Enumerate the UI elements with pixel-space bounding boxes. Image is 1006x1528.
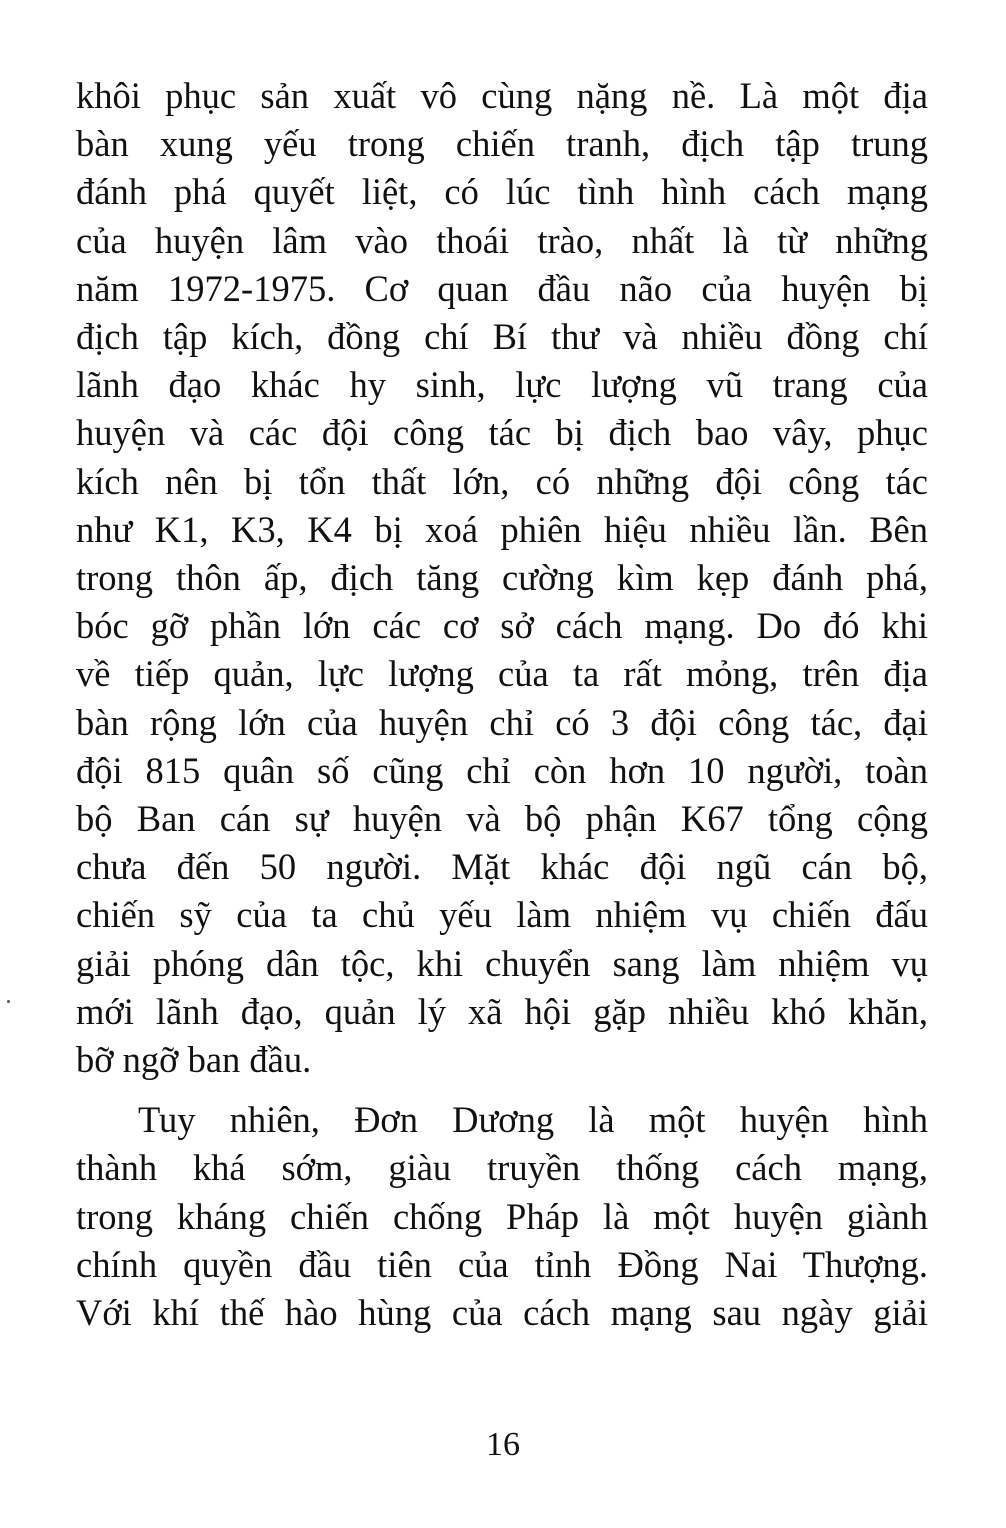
text-line: kích nên bị tổn thất lớn, có những đội công tác [76,460,928,502]
text-line: bộ Ban cán sự huyện và bộ phận K67 tổng cộng [76,798,928,840]
text-line: thành khá sớm, giàu truyền thống cách mạng, [76,1147,928,1189]
text-line: lãnh đạo khác hy sinh, lực lượng vũ trang của [76,364,928,406]
text-line: chiến sỹ của ta chủ yếu làm nhiệm vụ chiến đấu [76,894,928,936]
text-line: chưa đến 50 người. Mặt khác đội ngũ cán bộ, [76,846,928,888]
text-line: huyện và các đội công tác bị địch bao vây, phục [76,412,928,454]
text-line: đội 815 quân số cũng chỉ còn hơn 10 người, toàn [76,749,928,791]
text-line: Tuy nhiên, Đơn Dương là một huyện hình [138,1099,928,1141]
text-line: địch tập kích, đồng chí Bí thư và nhiều đồng chí [76,316,928,358]
page-number: 16 [486,1426,520,1463]
text-line: năm 1972-1975. Cơ quan đầu não của huyện bị [76,267,928,309]
text-line: bàn rộng lớn của huyện chỉ có 3 đội công tác, đại [76,701,928,743]
text-line: về tiếp quản, lực lượng của ta rất mỏng, trên địa [76,653,928,695]
text-line: đánh phá quyết liệt, có lúc tình hình cách mạng [76,171,928,213]
scan-speck [7,1000,10,1003]
text-line: như K1, K3, K4 bị xoá phiên hiệu nhiều lần. Bên [76,508,928,550]
paragraph-2 [76,1096,928,1337]
text-line: trong kháng chiến chống Pháp là một huyện giành [76,1195,928,1237]
text-line: chính quyền đầu tiên của tỉnh Đồng Nai Thượng. [76,1243,928,1285]
paragraph-1 [76,72,928,1084]
text-line: bỡ ngỡ ban đầu. [76,1039,312,1081]
text-line: giải phóng dân tộc, khi chuyển sang làm nhiệm vụ [76,942,928,984]
body-text [76,72,928,1337]
text-line: trong thôn ấp, địch tăng cường kìm kẹp đánh phá, [76,557,928,599]
text-line: mới lãnh đạo, quản lý xã hội gặp nhiều khó khăn, [76,990,928,1032]
text-line: Với khí thế hào hùng của cách mạng sau ngày giải [76,1292,928,1334]
text-line: của huyện lâm vào thoái trào, nhất là từ những [76,219,928,261]
text-line: khôi phục sản xuất vô cùng nặng nề. Là một địa [76,75,928,116]
text-line: bàn xung yếu trong chiến tranh, địch tập trung [76,123,928,165]
text-line: bóc gỡ phần lớn các cơ sở cách mạng. Do đó khi [76,605,928,647]
